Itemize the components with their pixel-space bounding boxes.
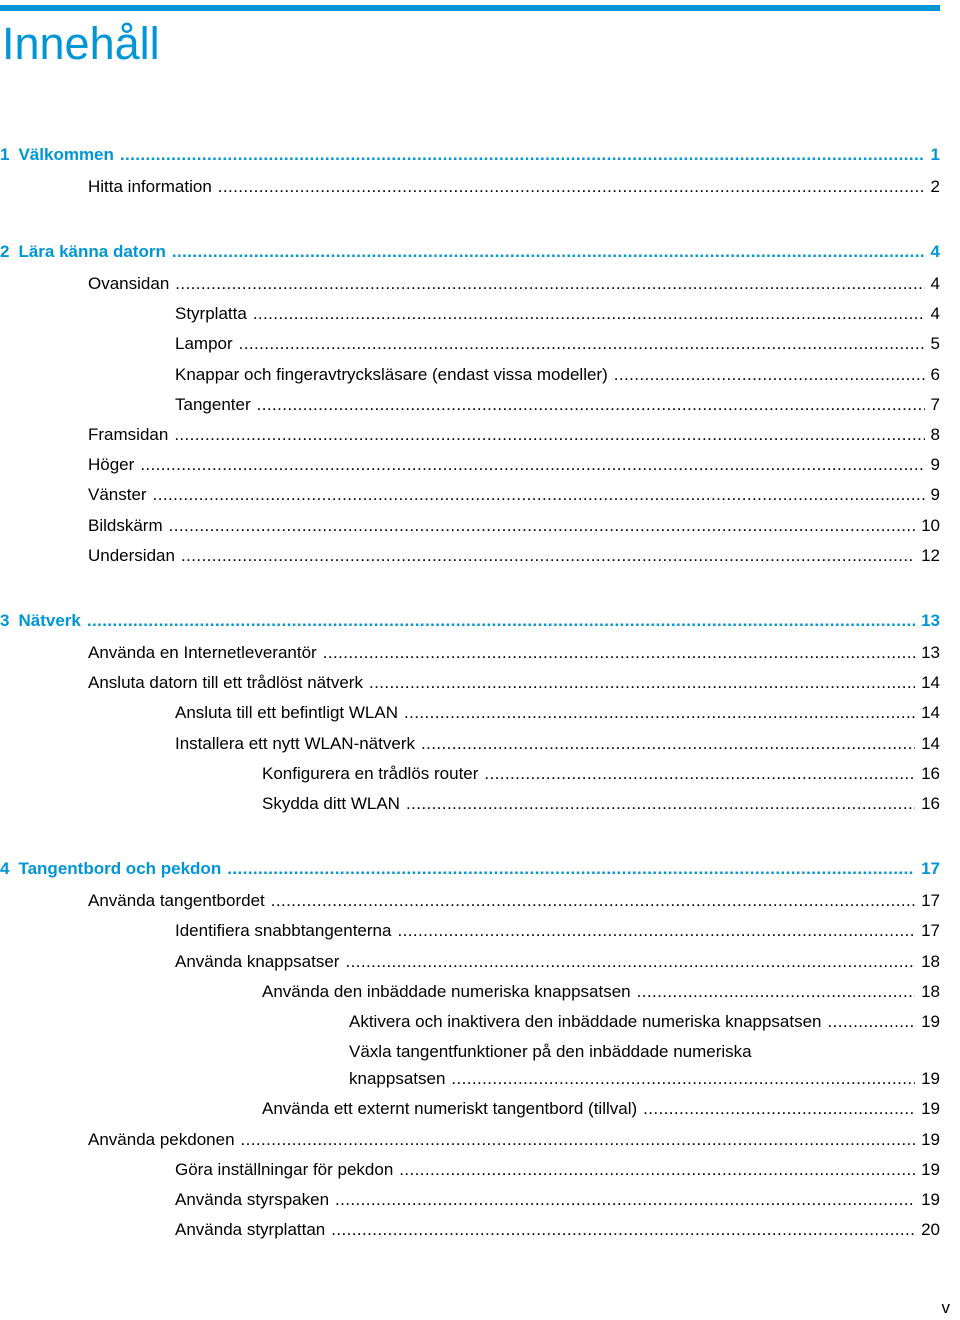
toc-label: Hitta information [88, 177, 212, 196]
dot-leader [227, 857, 915, 881]
dot-leader [140, 453, 924, 477]
chapter-number: 3 [0, 611, 10, 630]
toc-label: Använda en Internetleverantör [88, 643, 317, 662]
toc-label: Skydda ditt WLAN [262, 794, 400, 813]
dot-leader [172, 240, 925, 264]
toc-page-number: 19 [921, 1160, 940, 1179]
dot-leader [323, 641, 915, 665]
toc-page-number: 7 [930, 395, 940, 414]
toc-label: Göra inställningar för pekdon [175, 1160, 394, 1179]
dot-leader [335, 1188, 915, 1212]
toc-entry-skydda-wlan[interactable] [262, 792, 940, 816]
dot-leader [399, 1158, 915, 1182]
toc-page-number: 13 [921, 611, 940, 630]
toc-page-number: 18 [921, 982, 940, 1001]
toc-label: Ovansidan [88, 274, 170, 293]
toc-label: Tangentbord och pekdon [18, 859, 222, 878]
page-title: Innehåll [2, 18, 160, 69]
toc-page-number: 16 [921, 794, 940, 813]
dot-leader [406, 792, 915, 816]
toc-entry-anvanda-tangentbordet[interactable] [88, 889, 940, 913]
toc-entry-externt-tangentbord[interactable] [262, 1097, 940, 1121]
top-rule [0, 5, 940, 11]
toc-label: Höger [88, 455, 135, 474]
chapter-number: 1 [0, 145, 10, 164]
toc-page-number: 20 [921, 1220, 940, 1239]
toc-page-number: 9 [930, 455, 940, 474]
toc-entry-konfigurera-router[interactable] [262, 762, 940, 786]
toc-label: Välkommen [18, 145, 114, 164]
chapter-number: 2 [0, 242, 10, 261]
dot-leader [181, 544, 915, 568]
toc-entry-bildskarm[interactable] [88, 514, 940, 538]
toc-label: Använda tangentbordet [88, 891, 265, 910]
toc-entry-ansluta-tradlost[interactable] [88, 671, 940, 695]
toc-entry-styrspaken[interactable] [175, 1188, 940, 1212]
toc-entry-befintligt-wlan[interactable] [175, 701, 940, 725]
toc-page-number: 1 [930, 145, 940, 164]
dot-leader [637, 980, 915, 1004]
toc-page-number: 16 [921, 764, 940, 783]
toc-page-number: 19 [921, 1190, 940, 1209]
dot-leader [239, 332, 925, 356]
toc-label: Vänster [88, 485, 147, 504]
toc-page-number: 17 [921, 891, 940, 910]
toc-label: Använda ett externt numeriskt tangentbord (tillval) [262, 1099, 638, 1118]
toc-page-number: 9 [930, 485, 940, 504]
toc-label: Framsidan [88, 425, 169, 444]
toc-entry-knappar[interactable] [175, 363, 940, 387]
toc-page-number: 18 [921, 952, 940, 971]
dot-leader [451, 1065, 915, 1092]
toc-entry-vanster[interactable] [88, 483, 940, 507]
toc-label: Bildskärm [88, 516, 163, 535]
toc-page-number: 10 [921, 516, 940, 535]
dot-leader [175, 272, 924, 296]
dot-leader [174, 423, 924, 447]
toc-entry-internetleverantor[interactable] [88, 641, 940, 665]
toc-page-number: 14 [921, 703, 940, 722]
toc-page-number: 19 [921, 1130, 940, 1149]
toc-page-number: 4 [930, 274, 940, 293]
toc-entry-snabbtangenterna[interactable] [175, 919, 940, 943]
toc-entry-nytt-wlan[interactable] [175, 732, 940, 756]
dot-leader [253, 302, 925, 326]
toc-label: Identifiera snabbtangenterna [175, 921, 392, 940]
dot-leader [614, 363, 925, 387]
dot-leader [828, 1010, 916, 1034]
toc-label: Ansluta datorn till ett trådlöst nätverk [88, 673, 363, 692]
toc-label: Använda styrspaken [175, 1190, 330, 1209]
footer-page-number: v [941, 1298, 950, 1317]
toc-entry-lampor[interactable] [175, 332, 940, 356]
toc-label-line-2-row [349, 1065, 940, 1092]
toc-entry-styrplattan[interactable] [175, 1218, 940, 1242]
dot-leader [345, 950, 915, 974]
toc-page-number: 2 [930, 177, 940, 196]
toc-page-number: 14 [921, 673, 940, 692]
toc-entry-inbaddade-knappsatsen[interactable] [262, 980, 940, 1004]
toc-page-number: 17 [921, 859, 940, 878]
dot-leader [87, 609, 915, 633]
toc-page-number: 19 [921, 1012, 940, 1031]
toc-page-number: 6 [930, 365, 940, 384]
toc-entry-anvanda-pekdonen[interactable] [88, 1128, 940, 1152]
dot-leader [153, 483, 925, 507]
toc-entry-tangenter[interactable] [175, 393, 940, 417]
toc-chapter-3[interactable] [0, 609, 940, 633]
dot-leader [404, 701, 915, 725]
toc-page-number: 4 [930, 242, 940, 261]
toc-label: Aktivera och inaktivera den inbäddade numeriska knappsatsen [349, 1012, 822, 1031]
toc-label: Installera ett nytt WLAN-nätverk [175, 734, 415, 753]
dot-leader [257, 393, 925, 417]
chapter-number: 4 [0, 859, 10, 878]
toc-page-number: 17 [921, 921, 940, 940]
toc-label: Styrplatta [175, 304, 247, 323]
toc-label: Använda pekdonen [88, 1130, 235, 1149]
toc-page-number: 19 [921, 1069, 940, 1088]
toc-label: Undersidan [88, 546, 175, 565]
toc-entry-undersidan[interactable] [88, 544, 940, 568]
toc-label: Ansluta till ett befintligt WLAN [175, 703, 398, 722]
toc-label: Lära känna datorn [18, 242, 166, 261]
toc-label: Tangenter [175, 395, 251, 414]
toc-entry-styrplatta[interactable] [175, 302, 940, 326]
toc-label-line-1: Växla tangentfunktioner på den inbäddade numeriska [349, 1042, 752, 1061]
dot-leader [369, 671, 915, 695]
toc-chapter-4[interactable] [0, 857, 940, 881]
dot-leader [169, 514, 915, 538]
toc-entry-aktivera-knappsatsen[interactable] [349, 1010, 940, 1034]
toc-label: Konfigurera en trådlös router [262, 764, 479, 783]
toc-page-number: 19 [921, 1099, 940, 1118]
toc-chapter-1[interactable] [0, 143, 940, 167]
toc-page-number: 12 [921, 546, 940, 565]
dot-leader [397, 919, 915, 943]
toc-chapter-2[interactable] [0, 240, 940, 264]
dot-leader [120, 143, 925, 167]
toc-label: Knappar och fingeravtrycksläsare (endast vissa modeller) [175, 365, 608, 384]
toc-entry-ovansidan[interactable] [88, 272, 940, 296]
toc-label-line-2: knappsatsen [349, 1069, 446, 1088]
dot-leader [484, 762, 915, 786]
toc-page-number: 8 [930, 425, 940, 444]
toc-page-number: 14 [921, 734, 940, 753]
dot-leader [241, 1128, 916, 1152]
toc-page-number: 5 [930, 334, 940, 353]
toc-entry-vaxla-tangentfunktioner[interactable] [349, 1038, 940, 1092]
dot-leader [643, 1097, 915, 1121]
dot-leader [331, 1218, 915, 1242]
toc-page-number: 4 [930, 304, 940, 323]
toc-label: Nätverk [18, 611, 81, 630]
dot-leader [218, 175, 925, 199]
toc-entry-hitta-information[interactable] [88, 175, 940, 199]
toc-entry-knappsatser[interactable] [175, 950, 940, 974]
toc-label: Använda styrplattan [175, 1220, 326, 1239]
dot-leader [271, 889, 915, 913]
toc-label: Använda den inbäddade numeriska knappsatsen [262, 982, 631, 1001]
toc-entry-installningar-pekdon[interactable] [175, 1158, 940, 1182]
toc-label: Lampor [175, 334, 233, 353]
toc-entry-framsidan[interactable] [88, 423, 940, 447]
toc-label: Använda knappsatser [175, 952, 340, 971]
dot-leader [421, 732, 915, 756]
toc-page-number: 13 [921, 643, 940, 662]
toc-entry-hoger[interactable] [88, 453, 940, 477]
